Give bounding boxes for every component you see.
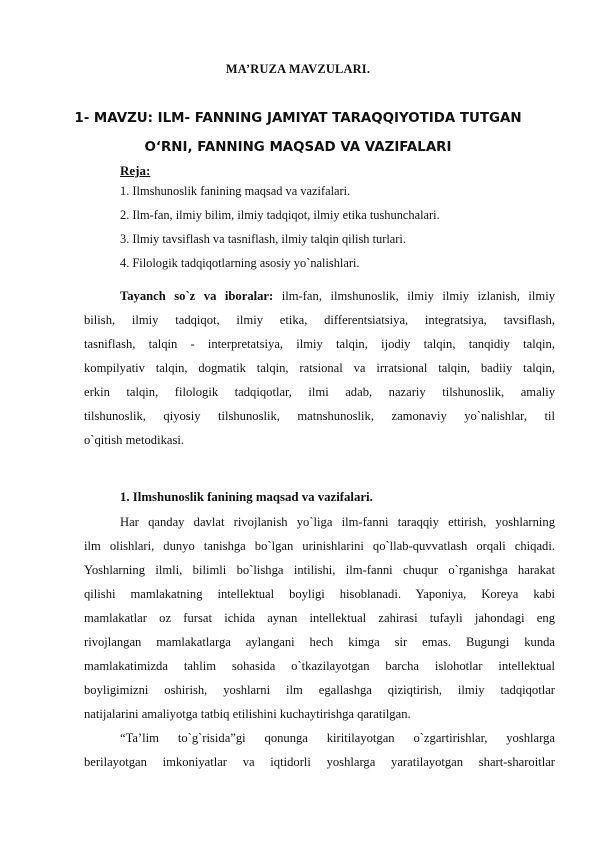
topic-title-line-1: 1- MAVZU: ILM- FANNING JAMIYAT TARAQQIYOTIDA TUTGAN [74,111,522,126]
plan-label: Reja: [120,163,151,178]
paragraph-line: “Ta’lim to`g`risida”gi qonunga kiritilayotgan o`zgartirishlar, yoshlarga [120,731,555,745]
plan-item: 4. Filologik tadqiqotlarning asosiy yo`nalishlari. [120,256,360,270]
paragraph-line: ilm olishlari, dunyo tanishga bo`lgan urinishlarini qo`llab-quvvatlash orqali chiqadi. [84,539,555,553]
keywords-line: kompilyativ talqin, dogmatik talqin, ratsional va irratsional talqin, badiiy talqin, [84,361,555,375]
keywords-line [120,286,555,306]
paragraph-line: boyligimizni oshirish, yoshlarni ilm egallashga qiziqtirish, ilmiy tadqiqotlar [84,683,555,697]
plan-item: 3. Ilmiy tavsiflash va tasniflash, ilmiy talqin qilish turlari. [120,232,406,246]
keywords-line: o`qitish metodikasi. [84,433,185,447]
plan-item: 1. Ilmshunoslik fanining maqsad va vazifalari. [120,184,351,198]
paragraph-line: rivojlangan mamlakatlarga aylangani hech kimga sir emas. Bugungi kunda [84,635,555,649]
section-heading: 1. Ilmshunoslik fanining maqsad va vazifalari. [120,490,373,504]
keywords-label: Tayanch so`z va iboralar: [120,289,274,303]
topic-title-line-2: O‘RNI, FANNING MAQSAD VA VAZIFALARI [144,140,452,155]
paragraph-line: Har qanday davlat rivojlanish yo`liga ilm-fanni taraqqiy ettirish, yoshlarning [120,515,555,529]
main-title: MA’RUZA MAVZULARI. [225,62,371,76]
plan-item: 2. Ilm-fan, ilmiy bilim, ilmiy tadqiqot, ilmiy etika tushunchalari. [120,208,440,222]
keywords-line: tasniflash, talqin - interpretatsiya, ilmiy talqin, ijodiy talqin, tanqidiy talqin, [84,337,555,351]
paragraph-line: qilishi mamlakatning intellektual boyligi hisoblanadi. Yaponiya, Koreya kabi [84,587,555,601]
paragraph-line: berilayotgan imkoniyatlar va iqtidorli yoshlarga yaratilayotgan shart-sharoitlar [84,755,555,769]
paragraph-line: natijalarini amaliyotga tatbiq etilishini kuchaytirishga qaratilgan. [84,707,411,721]
keywords-line: erkin talqin, filologik tadqiqotlar, ilmi adab, nazariy tilshunoslik, amaliy [84,385,555,399]
paragraph-line: mamlakatlar oz fursat ichida aynan intellektual zahirasi tufayli jahondagi eng [84,611,555,625]
paragraph-line: mamlakatimizda tahlim sohasida o`tkazilayotgan barcha islohotlar intellektual [84,659,555,673]
keywords-text: ilm-fan, ilmshunoslik, ilmiy ilmiy izlanish, ilmiy [273,289,555,303]
keywords-line: bilish, ilmiy tadqiqot, ilmiy etika, differentsiatsiya, integratsiya, tavsiflash, [84,313,555,327]
paragraph-line: Yoshlarning ilmli, bilimli bo`lishga intilishi, ilm-fanni chuqur o`rganishga harakat [84,563,555,577]
keywords-line: tilshunoslik, qiyosiy tilshunoslik, matnshunoslik, zamonaviy yo`nalishlar, til [84,409,555,423]
